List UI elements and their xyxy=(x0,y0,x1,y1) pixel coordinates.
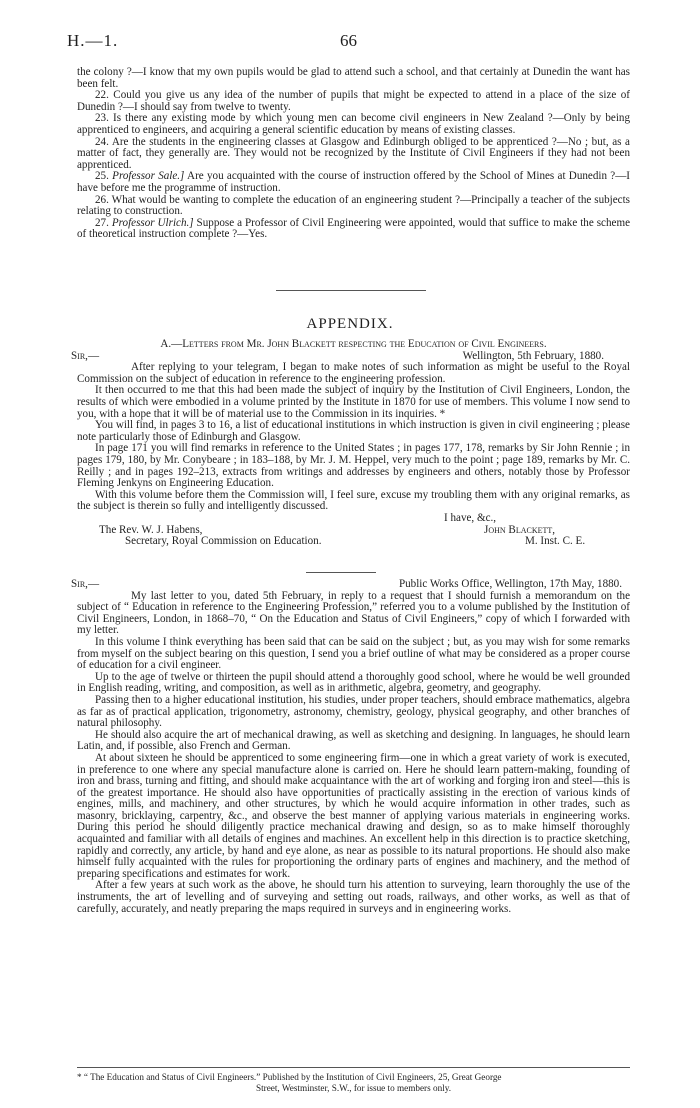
evidence-paragraph: 26. What would be wanting to complete the education of an engineering student ?—Principally a teacher of the subjects relating to construction. xyxy=(77,193,630,218)
letter-1-salutation: Sir,— xyxy=(71,349,100,362)
evidence-block xyxy=(77,67,630,241)
letter-2-place-date: Public Works Office, Wellington, 17th May, 1880. xyxy=(398,578,622,590)
letter-1-paragraph: It then occurred to me that this had been made the subject of inquiry by the Institution of Civil Engineers, London, the results of which were embodied in a volume printed by the Institute in 1870 for use of members. This volume I now send to you, with a hope that it will be of material use to the Commission in its inquiries. * xyxy=(77,384,630,420)
letter-1-paragraph: With this volume before them the Commission will, I feel sure, excuse my troubling them with any original remarks, as the subject is therein so fully and intelligently discussed. xyxy=(77,488,630,513)
speaker-name: Professor Ulrich.] xyxy=(111,216,194,229)
footnote-divider xyxy=(77,1067,630,1068)
letter-1-paragraph: You will find, in pages 3 to 16, a list of educational institutions in which instruction is given in civil engineering ; please note particularly those of Edinburgh and Glasgow. xyxy=(77,419,630,443)
evidence-paragraph-25: 25. Professor Sale.] Are you acquainted with the course of instruction offered by the School of Mines at Dunedin ?—I have before me the programme of instruction. xyxy=(77,170,631,194)
letter-2-paragraph: At about sixteen he should be apprenticed to some engineering firm—one in which a great variety of work is executed, in preference to one where any special manufacture alone is carried on. Here he should learn pattern-making, founding of iron and brass, turning and fitting, and should make acquaintance with the art of working and forging iron and steel—this is of the greatest importance. He should also have opportunities of practically assisting in the erection of various kinds of engines, mills, and machinery, and other structures, by which he would acquire information in other trades, such as masonry, bricklaying, carpentry, &c., and observe the best manner of applying various materials in engineering works. During this period he should diligently practice mechanical drawing and design, so as to make himself thoroughly acquainted and familiar with all details of engines and machines. An excellent help in this direction is to practice sketching, rapidly and correctly, any article, by hand and eye alone, as near as possible to its natural proportions. He should also make himself fully acquainted with the rules for proportioning the ordinary parts of engines and machinery, and the method of preparing specifications and estimates for work. xyxy=(77,751,630,880)
footnote-line: Street, Westminster, S.W., for issue to members only. xyxy=(255,1083,452,1093)
evidence-paragraph: 22. Could you give us any idea of the number of pupils that might be expected to attend in a place of the size of Dunedin ?—I should say from twelve to twenty. xyxy=(77,89,630,113)
letter-1 xyxy=(71,338,630,548)
letter-1-signature: John Blackett, xyxy=(484,523,556,536)
evidence-paragraph: the colony ?—I know that my own pupils would be glad to attend such a school, and that certainly at Dunedin the want has been felt. xyxy=(77,66,630,90)
letter-1-paragraph: After replying to your telegram, I began to make notes of such information as might be useful to the Royal Commission on the subject of education in reference to the engineering profession. xyxy=(77,361,630,385)
letter-2 xyxy=(71,578,630,915)
evidence-paragraph-27: 27. Professor Ulrich.] Suppose a Professor of Civil Engineering were appointed, would that suffice to make the scheme of theoretical instruction complete ?—Yes. xyxy=(77,216,630,241)
footnote xyxy=(77,1072,630,1094)
appendix-title: APPENDIX. xyxy=(306,316,394,332)
letter-2-paragraph: After a few years at such work as the above, he should turn his attention to surveying, learn thoroughly the use of the instruments, the art of levelling and of surveying and setting out roads, railways, and other works, as well as that of carefully, accurately, and neatly preparing the maps required in surveys and in engineering works. xyxy=(77,879,630,915)
letter-2-paragraph: Passing then to a higher educational institution, his studies, under proper teachers, should embrace mathematics, algebra as far as of practical application, trigonometry, astronomy, chemistry, geology, physical geography, and other branches of natural philosophy. xyxy=(77,693,630,730)
evidence-paragraph: 23. Is there any existing mode by which young men can become civil engineers in New Zealand ?—Only by being apprenticed to engineers, and acquiring a general scientific education by means of existing classes. xyxy=(77,112,630,136)
letter-1-paragraph: In page 171 you will find remarks in reference to the United States ; in pages 177, 178, remarks by Sir John Rennie ; in pages 179, 180, by Mr. Conybeare ; in 183–188, by Mr. J. M. Heppel, very much to the point ; page 189, remarks by Mr. C. Reilly ; and in pages 192–213, extracts from writings and addresses by engineers and others, notably those by Professor Fleming Jenkyns on Engineering Education. xyxy=(77,442,630,490)
letter-2-paragraph: My last letter to you, dated 5th February, in reply to a request that I should furnish a memorandum on the subject of “ Education in reference to the Engineering Profession,” referred you to a volume published by the Institution of Civil Engineers, London, in 1868–70, “ On the Education and Status of Civil Engineers,” copy of which I forwarded with my letter. xyxy=(77,589,630,637)
letter-1-recipient-title: Secretary, Royal Commission on Education. xyxy=(125,535,322,548)
letter-2-paragraph: In this volume I think everything has been said that can be said on the subject ; but, as you may wish for some remarks from myself on the subject bearing on this question, I send you a brief outline of what may be considered as a proper course of education for a civil engineer. xyxy=(77,635,630,672)
letter-1-recipient: The Rev. W. J. Habens, xyxy=(99,523,203,536)
evidence-paragraph: 24. Are the students in the engineering classes at Glasgow and Edinburgh obliged to be apprenticed ?—No ; but, as a matter of fact, they generally are. They would not be recognized by the Institute of Civil Engineers if they had not been apprenticed. xyxy=(77,135,630,171)
appendix-subtitle: A.—Letters from Mr. John Blackett respecting the Education of Civil Engineers. xyxy=(160,338,547,350)
document-reference: H.—1. xyxy=(67,31,119,50)
page-number: 66 xyxy=(340,31,357,50)
letter-1-place-date: Wellington, 5th February, 1880. xyxy=(462,349,604,362)
letter-2-paragraph: Up to the age of twelve or thirteen the pupil should attend a thoroughly good school, where he would be well grounded in English reading, writing, and composition, as well as in arithmetic, algebra, geometry, and geography. xyxy=(77,670,630,695)
letter-2-paragraph: He should also acquire the art of mechanical drawing, as well as sketching and designing. In languages, he should learn Latin, and, if possible, also French and German. xyxy=(77,728,630,753)
footnote-line: * “ The Education and Status of Civil Engineers.” Published by the Institution of Civil Engineers, 25, Great George xyxy=(77,1072,502,1082)
letter-1-sender-title: M. Inst. C. E. xyxy=(525,535,586,548)
section-divider xyxy=(276,290,426,291)
letter-1-closing: I have, &c., xyxy=(444,511,497,524)
letter-divider xyxy=(306,572,376,573)
speaker-name: Professor Sale.] xyxy=(112,170,185,183)
letter-2-salutation: Sir,— xyxy=(71,578,100,590)
